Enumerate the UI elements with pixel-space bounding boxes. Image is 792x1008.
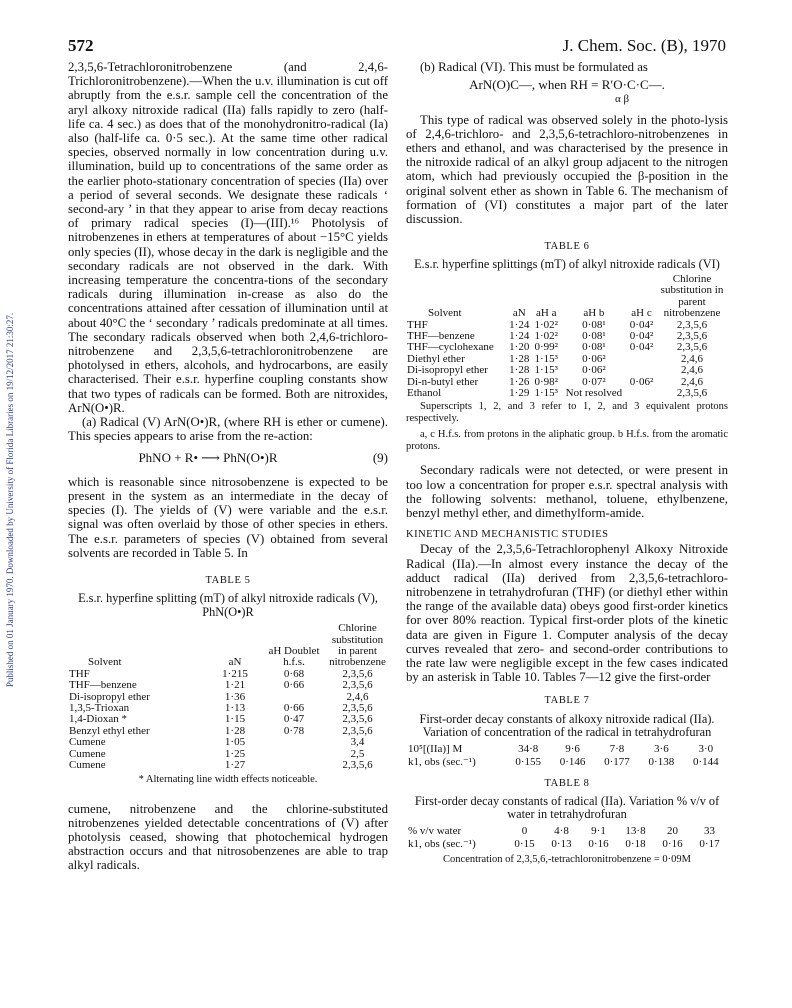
page-number: 572	[68, 36, 94, 55]
equation-text: PhNO + R• ⟶ PhN(O•)R	[138, 450, 278, 466]
journal-header: J. Chem. Soc. (B), 1970	[562, 36, 726, 55]
table-description: First-order decay constants of alkoxy nitroxide radical (IIa). Variation of concentration of the radical in tetrahydrofuran	[419, 711, 715, 740]
table-cell: 1·28	[509, 364, 530, 377]
table-cell	[261, 749, 327, 760]
table-cell: 2,3,5,6	[342, 758, 373, 771]
formula-subscript: α β	[614, 93, 630, 106]
table-description: E.s.r. hyperfine splittings (mT) of alkyl nitroxide radicals (VI)	[414, 257, 720, 272]
table-cell: 3,4	[350, 736, 365, 749]
table-row	[68, 737, 388, 748]
table-caption: TABLE 8	[544, 777, 590, 789]
table-cell: 0	[521, 824, 528, 837]
table-cell: 1,4-Dioxan *	[69, 713, 128, 726]
table-cell: 20	[667, 824, 678, 837]
table-cell: 0·17	[699, 837, 720, 850]
table-cell: 1·21	[224, 679, 246, 692]
table-cell: THF—benzene	[69, 679, 137, 692]
table-cell: Ethanol	[407, 387, 442, 399]
table-cell: THF—cyclohexane	[407, 341, 494, 354]
download-notice[interactable]: Published on 01 January 1970. Downloaded by University of Florida Libraries on 19/12/2017 21:30:27.	[5, 312, 15, 688]
column-header: aH a	[536, 307, 557, 320]
section-heading: KINETIC AND MECHANISTIC STUDIES	[406, 529, 609, 541]
paragraph: Secondary radicals were not detected, or were present in too low a concentration for proper e.s.r. spectral analysis with the following solvents: methanol, toluene, ethylbenzene, benzyl methyl ether, and dimethylform-amide.	[406, 463, 728, 521]
table-cell: 13·8	[625, 824, 646, 837]
paragraph: (a) Radical (V) ArN(O•)R, (where RH is ether or cumene). This species appears to arise from the re-action:	[68, 415, 388, 444]
table-cell	[627, 365, 656, 376]
table-cell: 0·07²	[582, 375, 606, 388]
table-cell	[627, 388, 656, 399]
table-caption: TABLE 7	[544, 695, 590, 707]
table-cell: 9·1	[591, 824, 606, 837]
table-caption: TABLE 5	[205, 574, 251, 586]
table-cell: Cumene	[69, 758, 106, 771]
table-cell: 0·66	[283, 679, 305, 692]
table-cell: 0·177	[604, 755, 630, 768]
table-description: E.s.r. hyperfine splitting (mT) of alkyl nitroxide radicals (V), PhN(O•)R	[78, 591, 378, 619]
table-cell: Cumene	[69, 736, 106, 749]
column-header: aN	[228, 656, 242, 669]
table-cell: 1·25	[224, 747, 246, 760]
column-header: Chlorine substitution in parent nitrobenzene	[329, 622, 386, 669]
table-8	[406, 825, 728, 851]
table-cell: THF—benzene	[407, 329, 475, 342]
table-cell: 1·15³	[534, 352, 558, 365]
table-cell: 1·20	[509, 341, 530, 354]
table-cell: 0·04²	[629, 341, 654, 354]
table-footnote: Concentration of 2,3,5,6,-tetrachloronitrobenzene = 0·09M	[443, 853, 691, 865]
paragraph: which is reasonable since nitrosobenzene is expected to be present in the system as an intermediate in the decay of species (I). The yields of (V) were variable and the e.s.r. signal was often overlaid by those of other species in ethers. The e.s.r. parameters of species (V) obtained from several solvents are recorded in Table 5. In	[68, 474, 388, 560]
table-row	[406, 365, 728, 376]
table-cell: 7·8	[609, 742, 625, 755]
table-cell: 33	[704, 824, 715, 837]
table-cell: THF	[407, 318, 428, 331]
table-cell: 2,3,5,6	[342, 667, 373, 680]
table-cell: 2,5	[350, 747, 365, 760]
table-cell	[627, 354, 656, 365]
table-cell: 0·08¹	[582, 318, 606, 331]
table-cell: 0·138	[648, 755, 675, 768]
table-cell: 2,3,5,6	[676, 387, 708, 399]
column-header: Solvent	[88, 656, 122, 669]
table-cell: 1·15	[224, 713, 246, 726]
table-cell: 2,4,6	[346, 690, 369, 703]
paragraph: This type of radical was observed solely in the photo-lysis of 2,4,6-trichloro- and 2,3,5,6-tetrachloro-nitrobenzenes in ethers and ethanol, and was characterised by the presence in the nitroxide radical of an alkyl group adjacent to the nitrogen atom, which had previously occupied the β-position in the original solvent ether as shown in Table 6. The mechanism of formation of (VI) constitutes a major part of the later discussion.	[406, 112, 728, 227]
table-cell: 0·155	[515, 755, 542, 768]
table-cell: 0·13	[551, 837, 572, 850]
column-header: aN	[512, 307, 526, 320]
table-cell: 1·28	[509, 352, 530, 365]
table-cell	[261, 760, 327, 771]
table-7	[406, 743, 728, 769]
table-cell: 2,3,5,6	[342, 701, 373, 714]
table-cell: 1·215	[222, 667, 248, 680]
table-cell: 0·78	[283, 724, 305, 737]
table-cell: 0·146	[559, 755, 586, 768]
table-cell: Diethyl ether	[407, 352, 465, 365]
column-header: aH c	[631, 307, 652, 320]
column-header: Solvent	[428, 307, 462, 320]
table-cell: 2,4,6	[681, 352, 703, 365]
table-cell: 0·06²	[629, 375, 654, 388]
table-cell	[261, 737, 327, 748]
table-cell: 0·144	[692, 755, 719, 768]
right-column	[406, 60, 728, 867]
table-cell: Cumene	[69, 747, 106, 760]
table-row	[68, 760, 388, 771]
table-cell: 2,3,5,6	[676, 329, 708, 342]
table-cell: k1, obs (sec.⁻¹)	[408, 837, 476, 850]
table-cell: 2,4,6	[681, 375, 703, 388]
table-cell: 0·16	[588, 837, 609, 850]
table-cell: 0·04²	[629, 318, 654, 331]
table-cell: % v/v water	[408, 824, 462, 837]
equation-number: (9)	[372, 450, 388, 466]
formula-text: ArN(O)C—, when RH = R′O·C·C—.	[469, 77, 665, 93]
table-cell: 3·6	[654, 742, 669, 755]
table-cell: 1·15³	[534, 387, 558, 399]
paragraph: cumene, nitrobenzene and the chlorine-substituted nitrobenzenes yielded detectable concentrations of (V) after photolysis ceased, showing that photochemical hydrogen abstraction occurs and that nitrosobenzenes are able to trap alkyl radicals.	[68, 801, 388, 873]
table-cell: 0·06²	[582, 352, 606, 365]
table-cell: 0·08¹	[582, 341, 606, 354]
table-row	[406, 756, 728, 769]
table-cell: 1,3,5-Trioxan	[69, 701, 130, 714]
table-cell: 2,3,5,6	[676, 318, 708, 331]
table-description: First-order decay constants of radical (IIa). Variation % v/v of water in tetrahydrofuran	[414, 793, 720, 822]
table-cell: 0·04²	[629, 329, 654, 342]
download-sidebar	[3, 160, 17, 840]
table-cell: k1, obs (sec.⁻¹)	[408, 755, 476, 768]
table-cell: 1·36	[224, 690, 246, 703]
table-row	[406, 743, 728, 756]
table-caption: TABLE 6	[544, 241, 590, 253]
table-5	[68, 623, 388, 771]
table-cell: 1·29	[509, 387, 530, 399]
table-cell: 2,3,5,6	[342, 679, 373, 692]
column-header: aH Doublet h.f.s.	[268, 644, 320, 669]
table-footnote: * Alternating line width effects noticeable.	[138, 774, 318, 786]
table-cell: 9·6	[565, 742, 580, 755]
paragraph: Decay of the 2,3,5,6-Tetrachlorophenyl Alkoxy Nitroxide Radical (IIa).—In almost every instance the decay of the adduct radical (IIa) derived from 2,3,5,6-tetrachloro-nitrobenzene in tetrahydrofuran (THF) (or diethyl ether within the range of the available data) obeys good first-order kinetics for over 80% reaction. Typical first-order plots of the kinetic data are given in Figure 1. Computer analysis of the decay curves revealed that zero- and second-order contributions to the rate law were negligible except in the few cases indicated by an asterisk in Table 10. Tables 7—12 give the first-order	[406, 542, 728, 685]
table-cell: 1·24	[509, 318, 530, 331]
table-cell: 1·27	[224, 758, 246, 771]
equation	[68, 451, 388, 465]
table-cell: 0·06²	[582, 364, 606, 377]
table-cell: 2,4,6	[681, 364, 703, 377]
table-cell: 0·66	[283, 701, 305, 714]
table-row	[406, 388, 728, 399]
table-cell: 2,3,5,6	[342, 713, 373, 726]
table-cell: THF	[69, 667, 90, 680]
column-header: aH b	[583, 307, 605, 320]
table-cell: Not resolved	[565, 387, 623, 399]
table-cell: 0·18	[625, 837, 646, 850]
table-cell: 1·02²	[534, 318, 558, 331]
table-cell: 1·28	[224, 724, 246, 737]
table-6	[406, 274, 728, 399]
table-cell: Di-isopropyl ether	[69, 690, 150, 703]
table-cell: Benzyl ethyl ether	[69, 724, 150, 737]
table-cell: 0·99²	[534, 341, 558, 354]
table-cell: 2,3,5,6	[342, 724, 373, 737]
table-cell: 34·8	[518, 742, 539, 755]
table-row	[406, 838, 728, 851]
table-row	[406, 825, 728, 838]
table-cell: Di-isopropyl ether	[407, 364, 488, 377]
table-footnote: a, c H.f.s. from protons in the aliphatic group. b H.f.s. from the aromatic protons.	[406, 429, 728, 453]
table-cell: 0·16	[662, 837, 683, 850]
table-cell: 0·47	[283, 713, 305, 726]
paragraph: 2,3,5,6-Tetrachloronitrobenzene (and 2,4,6-Trichloronitrobenzene).—When the u.v. illumination is cut off abruptly from the e.s.r. sample cell the concentration of the aryl alkoxy nitroxide radical (IIa) falls rapidly to zero (half-life ca. 4 sec.) as does that of the monohydronitro-radical (Ia) also (half-life ca. 0·5 sec.). At the same time other radical species, observed normally in low concentration during u.v. illumination, build up to concentrations of the same order as the earlier photo-stationary concentration of species (IIa) over a period of several seconds. We designate these radicals ‘ second-ary ’ in that they appear to arise from decay reactions of primary radical species (I)—(III).¹⁶ Photolysis of nitrobenzenes in ethers at temperatures of about −15°C yields only species (II), whose decay in the dark is negligible and the secondary radicals are not observed in the dark. With increasing temperature the concentra-tions of the secondary radicals during illumination in-crease as also do the concentrations attained after cessation of illumination until at about 40°C the ‘ secondary ’ radicals predominate at all times. The secondary radicals observed when both 2,4,6-trichloro-nitrobenzene and 2,3,5,6-tetrachloronitrobenzene are photolysed in ethers, alcohols, and hydrocarbons, are easily characterised. Their e.s.r. hyperfine coupling constants show that two types of radicals can be formed. Both are nitroxides, ArN(O•)R.	[68, 60, 388, 415]
left-column	[68, 60, 388, 873]
table-cell: 2,3,5,6	[676, 341, 708, 354]
table-footnote: Superscripts 1, 2, and 3 refer to 1, 2, and 3 equivalent protons respectively.	[406, 401, 728, 425]
table-cell: 0·15	[514, 837, 535, 850]
table-cell: 1·26	[509, 375, 530, 388]
table-cell: 1·02²	[534, 329, 558, 342]
table-cell: 0·08¹	[582, 329, 606, 342]
table-cell: 0·68	[283, 667, 305, 680]
paragraph: (b) Radical (VI). This must be formulated as	[420, 60, 648, 74]
table-cell: 3·0	[698, 742, 714, 755]
table-cell: 10⁵[(IIa)] M	[408, 742, 463, 755]
table-row	[68, 680, 388, 691]
table-cell: 0·98²	[534, 375, 558, 388]
table-cell: 1·05	[224, 736, 246, 749]
table-cell: 4·8	[554, 824, 569, 837]
table-cell: 1·13	[224, 701, 246, 714]
table-cell: 1·24	[509, 329, 530, 342]
structural-formula	[406, 78, 728, 106]
table-cell: 1·15³	[534, 364, 558, 377]
column-header: Chlorine substitution in parent nitrobenzene	[660, 272, 724, 320]
table-cell: Di-n-butyl ether	[407, 375, 479, 388]
